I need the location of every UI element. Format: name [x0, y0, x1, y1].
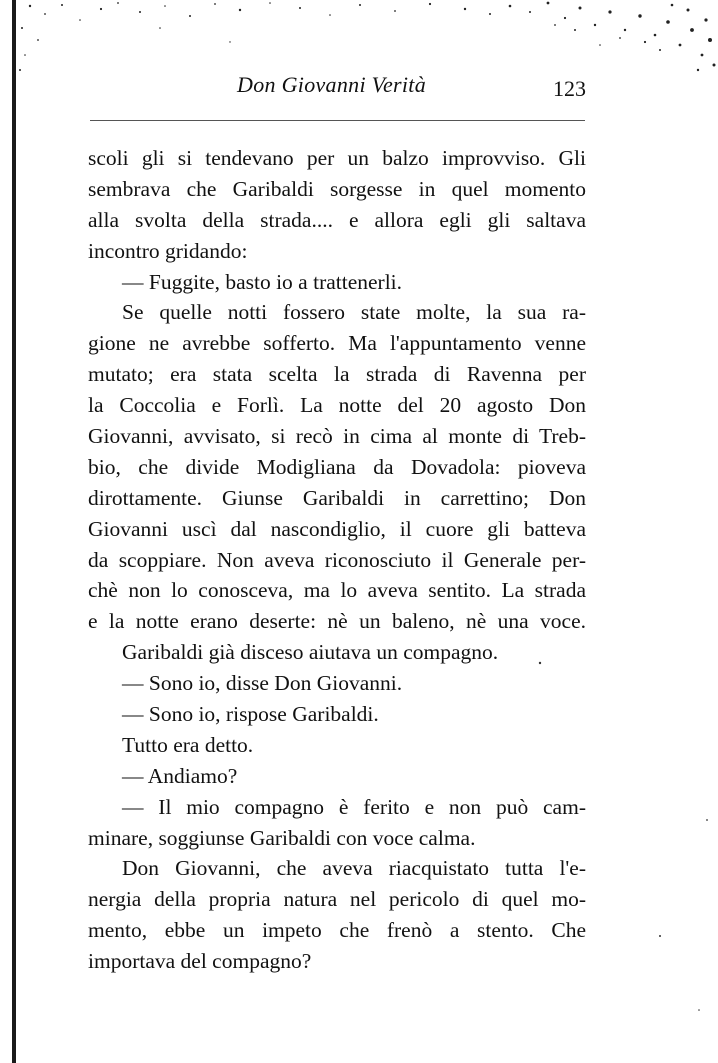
text-line: sembrava che Garibaldi sorgesse in quel momento — [88, 176, 586, 201]
text-line: bio, che divide Modigliana da Dovadola: pioveva — [88, 454, 586, 479]
text-line: minare, soggiunse Garibaldi con voce calma. — [88, 825, 476, 850]
text-line: e la notte erano deserte: nè un baleno, nè una voce. — [88, 609, 586, 634]
running-title: Don Giovanni Verità — [237, 72, 427, 97]
text-line: Tutto era detto. — [122, 732, 254, 757]
text-line: gione ne avrebbe sofferto. Ma l'appuntamento venne — [88, 331, 586, 356]
text-line: Giovanni uscì dal nascondiglio, il cuore gli batteva — [88, 516, 586, 541]
text-line: — Andiamo? — [122, 763, 238, 788]
text-line: Don Giovanni, che aveva riacquistato tutta l'e- — [122, 856, 586, 881]
text-line: — Fuggite, basto io a trattenerli. — [122, 269, 403, 294]
text-line: chè non lo conosceva, ma lo aveva sentito. La strada — [88, 578, 586, 603]
text-line: scoli gli si tendevano per un balzo improvviso. Gli — [88, 146, 586, 170]
text-line: la Coccolia e Forlì. La notte del 20 agosto Don — [88, 393, 586, 418]
text-line: mento, ebbe un impeto che frenò a stento. Che — [88, 918, 586, 943]
text-line: Se quelle notti fossero state molte, la sua ra- — [122, 300, 586, 325]
text-line: nergia della propria natura nel pericolo di quel mo- — [88, 887, 586, 912]
text-line: dirottamente. Giunse Garibaldi in carrettino; Don — [88, 485, 586, 510]
text-line: importava del compagno? — [88, 949, 312, 974]
text-line: Giovanni, avvisato, si recò in cima al monte di Treb- — [88, 424, 586, 449]
text-line: alla svolta della strada.... e allora egli gli saltava — [88, 207, 586, 232]
text-line: incontro gridando: — [88, 238, 248, 263]
page-number: 123 — [553, 76, 586, 101]
text-line: mutato; era stata scelta la strada di Ravenna per — [88, 362, 586, 387]
text-line: Garibaldi già disceso aiutava un compagno. — [122, 640, 499, 665]
text-line: da scoppiare. Non aveva riconosciuto il Generale per- — [88, 547, 586, 572]
text-line: — Sono io, disse Don Giovanni. — [122, 671, 403, 696]
text-line: — Il mio compagno è ferito e non può cam- — [122, 794, 586, 819]
text-line: — Sono io, rispose Garibaldi. — [122, 702, 379, 727]
